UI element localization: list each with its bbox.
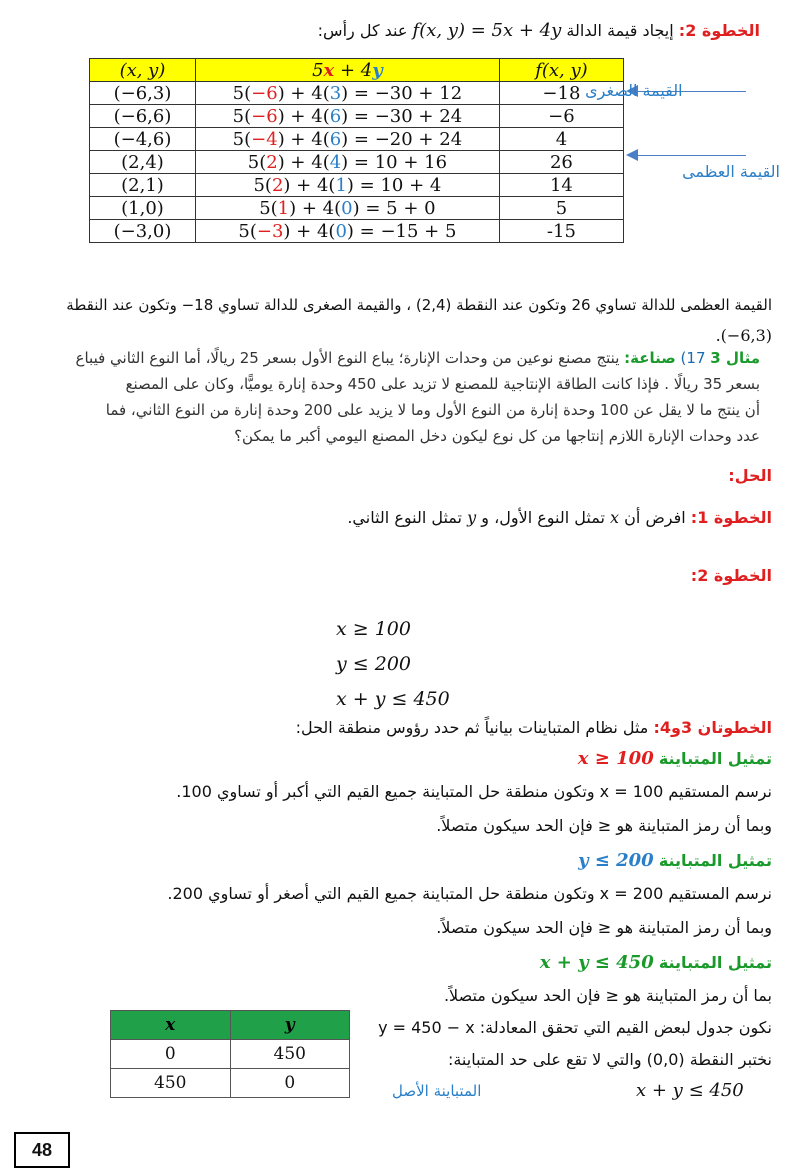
cell-value: 5: [499, 197, 623, 220]
table2-header-x: x: [111, 1011, 231, 1040]
table2-cell: 0: [111, 1040, 231, 1069]
cell-expression-rest: = −15 + 5: [353, 220, 457, 242]
cell-expression-rest: = −30 + 12: [348, 82, 463, 104]
vertex-evaluation-table: [89, 58, 624, 243]
step2b-heading: الخطوة 2:: [690, 566, 772, 585]
step2-function: f(x, y) = 5x + 4y: [412, 20, 562, 41]
cell-y-value: 4: [329, 151, 342, 173]
cell-value: 4: [499, 128, 623, 151]
cell-value: 26: [499, 151, 623, 174]
table2-cell: 450: [230, 1040, 350, 1069]
table-row: [111, 1069, 350, 1098]
label-min: القيمة الصغرى: [585, 81, 683, 100]
rep3-line2: نكون جدول لبعض القيم التي تحقق المعادلة: y = 450 − x: [378, 1018, 772, 1037]
step1-x: x: [610, 508, 620, 527]
table-row: [90, 174, 624, 197]
rep1-label: تمثيل المتباينة: [658, 749, 772, 768]
cell-x-value: 2: [266, 151, 278, 173]
rep3-line3: نختبر النقطة (0,0) والتي لا تقع على حد المتباينة:: [447, 1050, 772, 1069]
table2-header-row: [111, 1011, 350, 1040]
example-title: صناعة:: [624, 349, 676, 367]
inequality-3: x + y ≤ 450: [336, 688, 450, 710]
cell-expression: 5(−3) + 4(0) = −15 + 5: [195, 220, 499, 243]
cell-expression: 5(−4) + 4(6) = −20 + 24: [195, 128, 499, 151]
label-max: القيمة العظمى: [682, 162, 780, 181]
inequality-1: x ≥ 100: [336, 618, 411, 640]
step34-line: [32, 718, 772, 737]
cell-y-value: 6: [329, 105, 342, 127]
cell-expression-rest: = −20 + 24: [348, 128, 463, 150]
example-line3: أن ينتج ما لا يقل عن 100 وحدة إنارة من النوع الأول وما لا يزيد على 200 وحدة إنارة من النوع الثاني، فما: [105, 401, 760, 419]
step1-pre: افرض أن: [624, 508, 686, 527]
original-label: المتباينة الأصل: [392, 1082, 482, 1100]
cell-x-value: 2: [271, 174, 284, 196]
step1-post: تمثل النوع الثاني.: [347, 508, 463, 527]
step2-text: إيجاد قيمة الدالة: [566, 21, 674, 40]
table-row: [90, 128, 624, 151]
summary-line2: .(−6,3): [715, 326, 772, 345]
rep2-label: تمثيل المتباينة: [658, 851, 772, 870]
rep2-ineq: y ≤ 200: [578, 850, 654, 871]
cell-expression-rest: = 10 + 16: [348, 151, 448, 173]
rep3-ineq: x + y ≤ 450: [539, 952, 654, 973]
cell-x-value: −3: [256, 220, 284, 242]
cell-expression: 5(−6) + 4(6) = −30 + 24: [195, 105, 499, 128]
rep2-heading: [578, 850, 772, 871]
cell-point: (1,0): [90, 197, 196, 220]
step2-suffix: عند كل رأس:: [317, 21, 408, 40]
cell-point: (2,4): [90, 151, 196, 174]
step34-heading: الخطوتان 3و4:: [653, 718, 772, 737]
example-line1: ينتج مصنع نوعين من وحدات الإنارة؛ يباع النوع الأول بسعر 25 ريالًا، أما النوع الثاني فيباع: [75, 349, 620, 367]
rep2-line1: نرسم المستقيم x = 200 وتكون منطقة حل المتباينة جميع القيم التي أصغر أو تساوي 200.: [167, 884, 772, 903]
table-row: [111, 1040, 350, 1069]
example-line2: بسعر 35 ريالًا . فإذا كانت الطاقة الإنتاجية للمصنع لا تزيد على 450 وحدة إنارة يوميًّا، وكان على المصنع: [125, 375, 760, 393]
rep1-ineq: x ≥ 100: [577, 748, 654, 769]
page-number: 48: [14, 1132, 70, 1168]
step1-heading: الخطوة 1:: [690, 508, 772, 527]
table2-header-y: y: [230, 1011, 350, 1040]
cell-expression: 5(2) + 4(1) = 10 + 4: [195, 174, 499, 197]
cell-y-value: 0: [341, 197, 353, 219]
cell-expression-rest: = 5 + 0: [359, 197, 436, 219]
cell-point: (−3,0): [90, 220, 196, 243]
rep3-heading: [540, 952, 772, 973]
cell-expression: 5(1) + 4(0) = 5 + 0: [195, 197, 499, 220]
header-point: (x, y): [90, 59, 196, 82]
cell-x-value: −6: [251, 82, 278, 104]
cell-x-value: 1: [277, 197, 290, 219]
step34-text: مثل نظام المتباينات بيانياً ثم حدد رؤوس منطقة الحل:: [295, 718, 649, 737]
rep2-line2: وبما أن رمز المتباينة هو ≤ فإن الحد سيكون متصلاً.: [436, 918, 772, 937]
table-row: [90, 197, 624, 220]
table-row: [90, 220, 624, 243]
inequality-2: y ≤ 200: [336, 653, 411, 675]
original-ineq: x + y ≤ 450: [636, 1080, 744, 1101]
cell-value: −6: [499, 105, 623, 128]
header-value: f(x, y): [499, 59, 623, 82]
step1-mid: تمثل النوع الأول، و: [481, 508, 605, 527]
rep3-line1: بما أن رمز المتباينة هو ≤ فإن الحد سيكون متصلاً.: [443, 986, 772, 1005]
rep1-line1: نرسم المستقيم x = 100 وتكون منطقة حل المتباينة جميع القيم التي أكبر أو تساوي 100.: [176, 782, 772, 801]
rep1-heading: [578, 748, 772, 769]
cell-value: -15: [499, 220, 623, 243]
cell-y-value: 0: [335, 220, 347, 242]
step1-y: y: [467, 508, 477, 527]
example-number: 17): [680, 349, 706, 367]
cell-expression: 5(−6) + 4(3) = −30 + 12: [195, 82, 499, 105]
cell-point: (−6,3): [90, 82, 196, 105]
example-3: [60, 345, 760, 449]
table-row: [90, 151, 624, 174]
cell-x-value: −4: [251, 128, 278, 150]
example-label: مثال 3: [710, 349, 760, 367]
cell-expression-rest: = −30 + 24: [348, 105, 463, 127]
table-row: [90, 105, 624, 128]
table-header-row: [90, 59, 624, 82]
cell-value: −18: [499, 82, 623, 105]
step1-line: [32, 508, 772, 527]
rep1-line2: وبما أن رمز المتباينة هو ≤ فإن الحد سيكون متصلاً.: [436, 816, 772, 835]
table2-cell: 0: [230, 1069, 350, 1098]
line-values-table: [110, 1010, 350, 1098]
cell-y-value: 6: [329, 128, 342, 150]
cell-x-value: −6: [251, 105, 278, 127]
step2-heading: الخطوة 2:: [678, 21, 760, 40]
solution-label: الحل:: [728, 466, 772, 485]
cell-point: (−4,6): [90, 128, 196, 151]
cell-point: (2,1): [90, 174, 196, 197]
arrow-max-line: [636, 155, 746, 156]
cell-expression: 5(2) + 4(4) = 10 + 16: [195, 151, 499, 174]
header-expression: 5x + 4y: [195, 59, 499, 82]
cell-point: (−6,6): [90, 105, 196, 128]
table2-cell: 450: [111, 1069, 231, 1098]
step2-line: [40, 20, 760, 41]
cell-y-value: 1: [335, 174, 347, 196]
cell-value: 14: [499, 174, 623, 197]
summary-line1: القيمة العظمى للدالة تساوي 26 وتكون عند النقطة (2,4) ، والقيمة الصغرى للدالة تساوي 18− وتكون عند النقطة: [66, 296, 772, 314]
cell-expression-rest: = 10 + 4: [353, 174, 442, 196]
cell-y-value: 3: [329, 82, 342, 104]
rep3-label: تمثيل المتباينة: [658, 953, 772, 972]
table-row: [90, 82, 624, 105]
example-line4: عدد وحدات الإنارة اللازم إنتاجها من كل نوع ليكون دخل المصنع اليومي أكبر ما يمكن؟: [234, 427, 760, 445]
